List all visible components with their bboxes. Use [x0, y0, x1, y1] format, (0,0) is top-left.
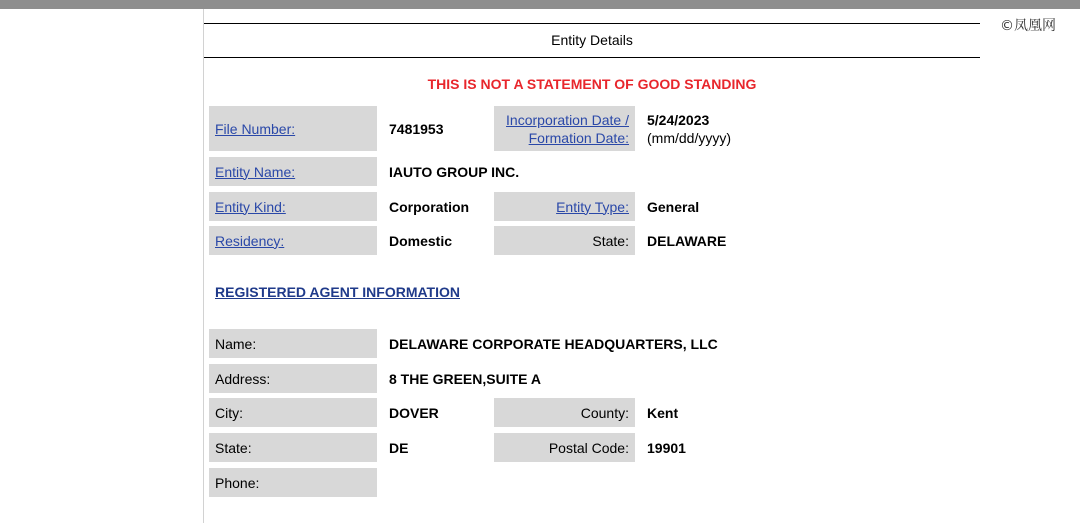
top-bar: [0, 0, 1080, 9]
header-rule-bottom: [204, 57, 980, 58]
incorporation-date-value: 5/24/2023: [647, 112, 710, 128]
agent-address-label: Address:: [209, 364, 377, 393]
agent-county-label: County:: [494, 398, 635, 427]
agent-city-label: City:: [209, 398, 377, 427]
entity-state-label: State:: [494, 226, 635, 255]
entity-name-value: IAUTO GROUP INC.: [389, 163, 520, 180]
agent-state-value: DE: [389, 439, 409, 456]
entity-type-link[interactable]: Entity Type:: [556, 198, 629, 215]
incorporation-date-label-line1: Incorporation Date /: [506, 111, 629, 128]
file-number-value: 7481953: [389, 120, 444, 137]
agent-postal-label: Postal Code:: [494, 433, 635, 462]
agent-postal-value: 19901: [647, 439, 686, 456]
file-number-link[interactable]: File Number:: [215, 120, 296, 137]
file-number-label-cell: [209, 106, 377, 151]
entity-type-label-cell: [494, 192, 635, 221]
agent-name-value: DELAWARE CORPORATE HEADQUARTERS, LLC: [389, 335, 718, 352]
page-title: Entity Details: [551, 32, 633, 48]
agent-state-label: State:: [209, 433, 377, 462]
entity-kind-link[interactable]: Entity Kind:: [215, 198, 286, 215]
agent-phone-label: Phone:: [209, 468, 377, 497]
incorporation-date-value-cell: [647, 106, 731, 151]
header-rule-top: [204, 23, 980, 24]
entity-state-value: DELAWARE: [647, 232, 727, 249]
incorporation-date-label-line2: Formation Date:: [528, 129, 629, 146]
residency-label-cell: [209, 226, 377, 255]
entity-type-value: General: [647, 198, 700, 215]
entity-kind-label-cell: [209, 192, 377, 221]
registered-agent-heading[interactable]: REGISTERED AGENT INFORMATION: [215, 284, 460, 300]
agent-city-value: DOVER: [389, 404, 439, 421]
incorporation-date-link[interactable]: [506, 111, 629, 147]
residency-link[interactable]: Residency:: [215, 232, 285, 249]
entity-name-label-cell: [209, 157, 377, 186]
incorporation-date-label-cell: [494, 106, 635, 151]
incorporation-date-format: (mm/dd/yyyy): [647, 130, 731, 146]
watermark: ©凤凰网: [1000, 18, 1056, 34]
entity-kind-value: Corporation: [389, 198, 470, 215]
agent-address-value: 8 THE GREEN,SUITE A: [389, 370, 541, 387]
agent-county-value: Kent: [647, 404, 679, 421]
entity-name-link[interactable]: Entity Name:: [215, 163, 296, 180]
agent-name-label: Name:: [209, 329, 377, 358]
standing-warning: THIS IS NOT A STATEMENT OF GOOD STANDING: [427, 76, 757, 92]
residency-value: Domestic: [389, 232, 453, 249]
